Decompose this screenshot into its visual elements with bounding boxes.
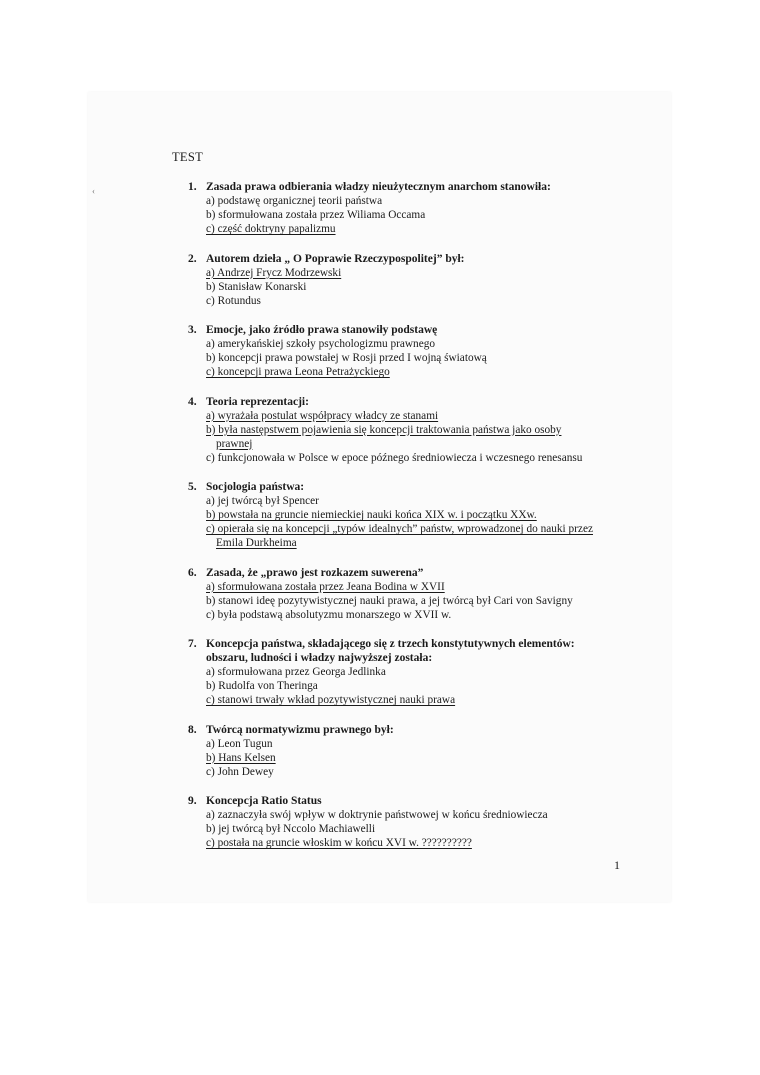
question-3 [188,323,628,379]
answer-a-marked: a) wyrażała postulat współpracy władcy ze stanami [206,409,439,422]
question-number: 6. [188,566,197,579]
answer-b-marked: b) powstała na gruncie niemieckiej nauki końca XIX w. i początku XXw. [206,509,537,521]
answer-b: b) stanowi ideę pozytywistycznej nauki prawa, a jej twórcą był Cari von Savigny [206,594,573,607]
answer-b: b) koncepcji prawa powstałej w Rosji przed I wojną światową [206,352,487,364]
answer-a: a) amerykańskiej szkoły psychologizmu prawnego [206,338,436,350]
question-text: Zasada, że „prawo jest rozkazem suwerena” [206,566,424,579]
test-title: TEST [172,150,204,164]
answer-c-marked: c) stanowi trwały wkład pozytywistycznej nauki prawa [206,694,456,706]
answer-c-marked: c) część doktryny papalizmu [206,223,336,235]
question-number: 2. [188,252,197,265]
answer-c: c) Rotundus [206,294,261,307]
question-text: Twórcą normatywizmu prawnego był: [206,723,394,736]
answer-b: b) sformułowana została przez Wiliama Occama [206,209,426,221]
answer-b-marked: b) była następstwem pojawienia się koncepcji traktowania państwa jako osoby [206,423,562,436]
question-1 [188,180,628,236]
answer-c-marked: c) opierała się na koncepcji „typów idealnych” państw, wprowadzonej do nauki przez [206,523,593,535]
answer-c: c) funkcjonowała w Polsce w epoce późnego średniowiecza i wczesnego renesansu [206,451,583,464]
question-text-continuation: obszaru, ludności i władzy najwyższej została: [206,652,433,664]
answer-a-marked: a) Andrzej Frycz Modrzewski [206,266,342,279]
answer-b: b) jej twórcą był Nccolo Machiawelli [206,823,376,835]
answer-a: a) jej twórcą był Spencer [206,495,319,507]
question-list [188,180,628,866]
question-number: 1. [188,181,197,193]
question-7 [188,637,628,707]
answer-a: a) Leon Tugun [206,737,273,750]
answer-a-marked: a) sformułowana została przez Jeana Bodina w XVII [206,580,445,593]
page-number: 1 [614,858,620,872]
answer-b-marked: b) Hans Kelsen [206,751,276,764]
question-text: Emocje, jako źródło prawa stanowiły podstawę [206,324,438,336]
question-number: 5. [188,481,197,493]
question-number: 3. [188,324,197,336]
question-text: Teoria reprezentacji: [206,395,309,408]
question-text: Zasada prawa odbierania władzy nieużytecznym anarchom stanowiła: [206,181,551,193]
question-text: Autorem dzieła „ O Poprawie Rzeczypospolitej” był: [206,252,465,265]
question-number: 4. [188,395,197,408]
question-5 [188,480,628,550]
question-text: Koncepcja Ratio Status [206,795,322,807]
question-number: 9. [188,795,197,807]
question-9 [188,794,628,850]
answer-a: a) podstawę organicznej teorii państwa [206,195,383,207]
answer-c: c) John Dewey [206,765,274,778]
question-4 [188,395,628,465]
question-number: 7. [188,638,197,650]
answer-c: c) była podstawą absolutyzmu monarszego w XVII w. [206,608,452,621]
question-8 [188,723,628,779]
answer-a: a) zaznaczyła swój wpływ w doktrynie państwowej w końcu średniowiecza [206,809,548,821]
question-6 [188,566,628,622]
answer-c-marked: c) postała na gruncie włoskim w końcu XVI w. ?????????? [206,837,472,849]
answer-c-marked: c) koncepcji prawa Leona Petrażyckiego [206,366,390,378]
question-number: 8. [188,723,197,736]
answer-b: b) Stanisław Konarski [206,280,307,293]
scan-mark: ‹ [92,186,95,196]
answer-c-continuation: Emila Durkheima [216,537,297,549]
question-text: Socjologia państwa: [206,481,305,493]
question-2 [188,252,628,308]
answer-a: a) sformułowana przez Georga Jedlinka [206,666,386,678]
question-text: Koncepcja państwa, składającego się z trzech konstytutywnych elementów: [206,638,575,650]
answer-b: b) Rudolfa von Theringa [206,680,318,692]
answer-b-continuation: prawnej [216,437,253,450]
